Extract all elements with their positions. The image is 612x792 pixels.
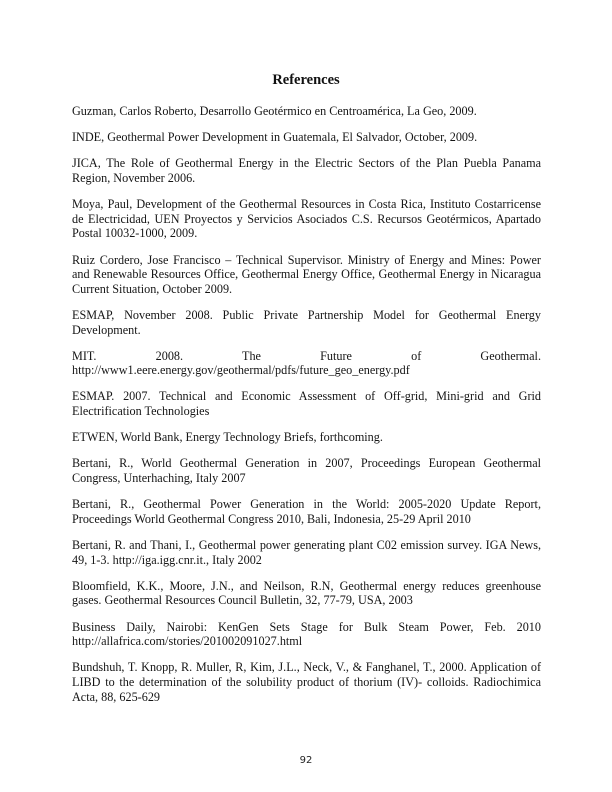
reference-item: Bertani, R., Geothermal Power Generation in the World: 2005-2020 Update Report, Proceedings World Geothermal Congress 2010, Bali, Indonesia, 25-29 April 2010 <box>72 497 541 526</box>
reference-list <box>72 104 541 716</box>
reference-item: ETWEN, World Bank, Energy Technology Briefs, forthcoming. <box>72 430 383 445</box>
page-number: 92 <box>299 755 313 766</box>
reference-item: Bundshuh, T. Knopp, R. Muller, R, Kim, J.L., Neck, V., & Fanghanel, T., 2000. Application of LIBD to the determination of the solubility product of thorium (IV)- colloids. Radiochimica Acta, 88, 625-629 <box>72 660 541 704</box>
page-title: References <box>272 72 340 88</box>
reference-item: Business Daily, Nairobi: KenGen Sets Stage for Bulk Steam Power, Feb. 2010 http://allafrica.com/stories/201002091027.html <box>72 619 541 649</box>
reference-item: INDE, Geothermal Power Development in Guatemala, El Salvador, October, 2009. <box>72 130 478 145</box>
reference-item: ESMAP. 2007. Technical and Economic Assessment of Off-grid, Mini-grid and Grid Electrification Technologies <box>72 389 541 419</box>
reference-item: MIT. 2008. The Future of Geothermal. http://www1.eere.energy.gov/geothermal/pdfs/future_geo_energy.pdf <box>72 348 541 378</box>
reference-item: ESMAP, November 2008. Public Private Partnership Model for Geothermal Energy Development. <box>72 307 541 337</box>
reference-item: Bloomfield, K.K., Moore, J.N., and Neilson, R.N, Geothermal energy reduces greenhouse gases. Geothermal Resources Council Bulletin, 32, 77-79, USA, 2003 <box>72 578 541 608</box>
reference-item: Bertani, R., World Geothermal Generation in 2007, Proceedings European Geothermal Congress, Unterhaching, Italy 2007 <box>72 456 541 486</box>
reference-item: Bertani, R. and Thani, I., Geothermal power generating plant C02 emission survey. IGA News, 49, 1-3. http://iga.igg.cnr.it., Italy 2002 <box>72 538 541 567</box>
reference-item: Moya, Paul, Development of the Geothermal Resources in Costa Rica, Instituto Costarricense de Electricidad, UEN Proyectos y Servicios Asociados C.S. Recursos Geotérmicos, Apartado Postal 10032-1000, 2009. <box>72 197 541 241</box>
reference-item: Ruiz Cordero, Jose Francisco – Technical Supervisor. Ministry of Energy and Mines: Power and Renewable Resources Office, Geothermal Energy Office, Geothermal Energy in Nicaragua Current Situation, October 2009. <box>72 252 541 296</box>
reference-item: JICA, The Role of Geothermal Energy in the Electric Sectors of the Plan Puebla Panama Region, November 2006. <box>72 156 541 185</box>
reference-item: Guzman, Carlos Roberto, Desarrollo Geotérmico en Centroamérica, La Geo, 2009. <box>72 104 477 118</box>
